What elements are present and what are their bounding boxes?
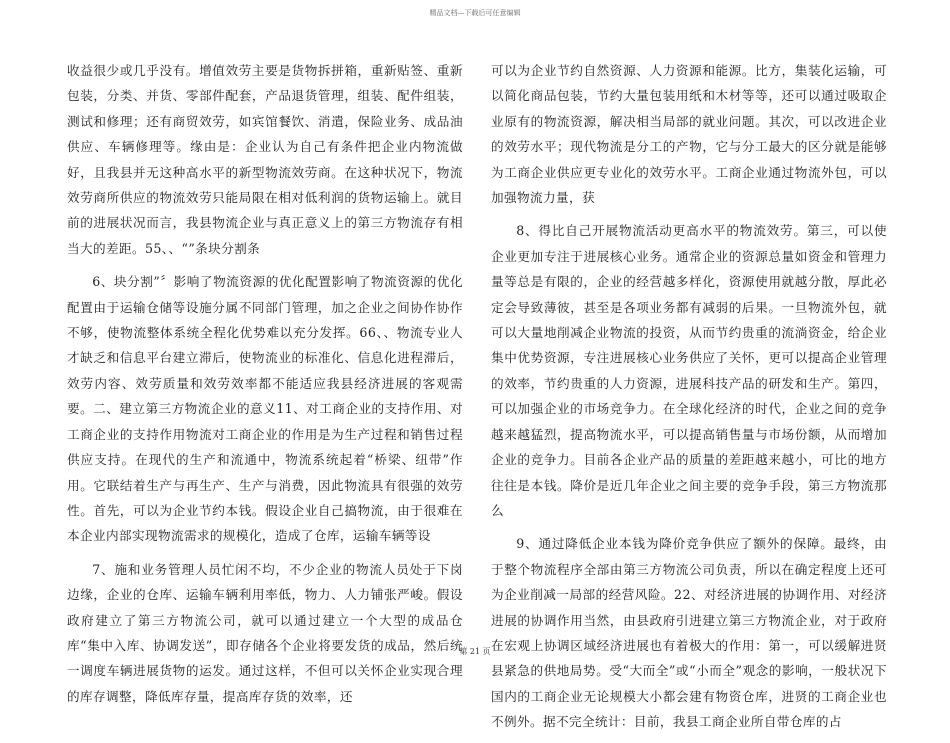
page-header: 精品文档—下载后可任意编辑 — [429, 9, 521, 17]
left-paragraph-2: 6、块分割”〞影响了物流资源的优化配置影响了物流资源的优化配置由于运输仓储等设施分属不同部门管理，加之企业之间协作协作不够，使物流整体系统全程化优势难以充分发挥。66、、物流专业人才缺乏和信息平台建立滞后，使物流业的标准化、信息化进程滞后，效劳内容、效劳质量和效劳效率都不能适应我县经济进展的客观需要。二、建立第三方物流企业的意义11、对工商企业的支持作用、对工商企业的支持作用物流对工商企业的作用是为生产过程和销售过程供应支持。在现代的生产和流通中，物流系统起着“桥梁、纽带”作用。它联结着生产与再生产、生产与消费，因此物流具有很强的效劳性。首先，可以为企业节约本钱。假设企业自己搞物流，由于很难在本企业内部实现物流需求的规模化，造成了仓库，运输车辆等设 — [67, 274, 463, 544]
left-paragraph-3: 7、施和业务管理人员忙闲不均，不少企业的物流人员处于下岗边缘，企业的仓库、运输车辆利用率低，物力、人力铺张严峻。假设政府建立了第三方物流公司，就可以通过建立一个大型的成品仓库“集中入库、协调发送”，即存储各个企业将要发货的成品，然后统一调度车辆进展货物的运发。通过这样，不但可以关怀企业实现合理的库存调整，降低库存量，提高库存货的效率，还 — [67, 561, 463, 704]
right-paragraph-3: 9、通过降低企业本钱为降价竞争供应了额外的保障。最终，由于整个物流程序全部由第三方物流公司负责，所以在确定程度上还可为企业削减一局部的经营风险。22、对经济进展的协调作用、对经济进展的协调作用当然，由县政府引进建立第三方物流企业，对于政府在宏观上协调区域经济进展也有着极大的作用：第一，可以缓解进贤县紧急的供地局势。受“大而全”或“小而全”观念的影响，一般状况下国内的工商企业无论规模大小都会建有物资仓库，进贤的工商企业也不例外。据不完全统计：目前，我县工商企业所自带仓库的占 — [491, 536, 887, 730]
left-column — [67, 58, 463, 717]
right-paragraph-2: 8、得比自己开展物流活动更高水平的物流效劳。第三，可以使企业更加专注于进展核心业务。通常企业的资源总量如资金和管理力量等总是有限的，企业的经营越多样化，资源使用就越分散，厚此必定会导致薄彼，甚至是各项业务都有减弱的后果。一旦物流外包，就可以大量地削减企业物流的投资，从而节约贵重的流淌资金，给企业集中优势资源，专注进展核心业务供应了关怀，更可以提高企业管理的效率，节约贵重的人力资源，进展科技产品的研发和生产。第四，可以加强企业的市场竞争力。在全球化经济的时代，企业之间的竞争越来越猛烈，提高物流水平，可以提高销售量与市场份额，从而增加企业的竞争力。目前各企业产品的质量的差距越来越小，可比的地方往往是本钱。降价是近几年企业之间主要的竞争手段，第三方物流那么 — [491, 223, 887, 518]
left-paragraph-1: 收益很少或几乎没有。增值效劳主要是货物拆拼箱，重新贴签、重新包装，分类、并货、零部件配套，产品退货管理，组装、配件组装，测试和修理；还有商贸效劳，如宾馆餐饮、消遣，保险业务、成品油供应、车辆修理等。缘由是：企业认为自己有条件把企业内物流做好，且我县并无这种高水平的新型物流效劳商。在这种状况下，物流效劳商所供应的物流效劳只能局限在相对低利润的货物运输上。就目前的进展状况而言，我县物流企业与真正意义上的第三方物流存有相当大的差距。55、、“”条块分割条 — [67, 63, 463, 256]
right-column — [491, 58, 887, 743]
page-number: 第 21 页 — [459, 647, 491, 656]
right-paragraph-1: 可以为企业节约自然资源、人力资源和能源。比方，集装化运输，可以简化商品包装，节约大量包装用纸和木材等等，还可以通过吸取企业原有的物流资源，解决相当局部的就业问题。其次，可以改进企业的效劳水平；现代物流是分工的产物，它与分工最大的区分就是能够为工商企业供应更专业化的效劳水平。工商企业通过物流外包，可以加强物流力量，获 — [491, 63, 887, 206]
